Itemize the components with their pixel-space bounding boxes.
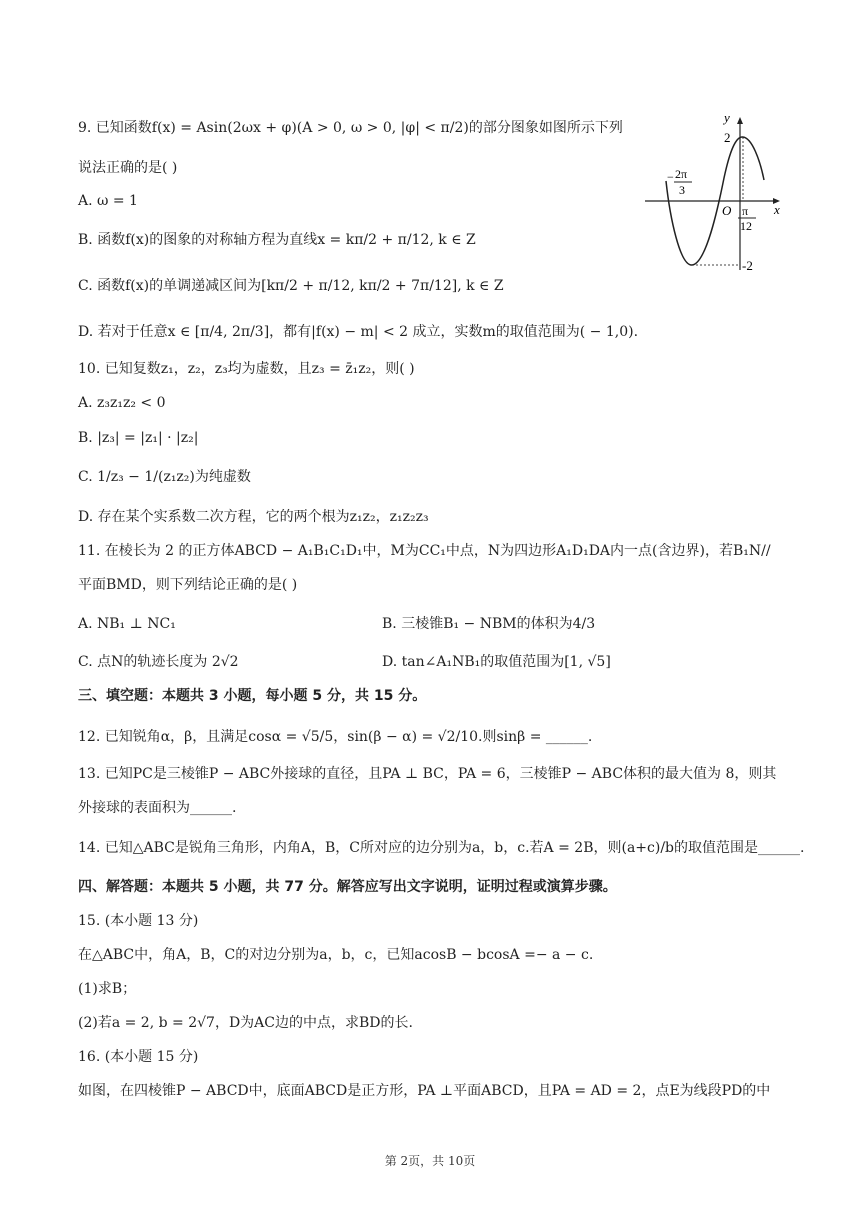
q10-option-c: C. 1/z₃ − 1/(z₁z₂)为纯虚数	[78, 469, 251, 485]
q9-option-b: B. 函数f(x)的图象的对称轴方程为直线x = kπ/2 + π/12, k ∈ Z	[78, 232, 476, 248]
page-footer: 第 2页，共 10页	[384, 1154, 476, 1168]
q15-part1: (1)求B；	[78, 981, 137, 997]
q16-title: 16. (本小题 15 分)	[78, 1049, 199, 1065]
q10-option-b: B. |z₃| = |z₁| · |z₂|	[78, 430, 199, 446]
q9-stem-line1: 9. 已知函数f(x) = Asin(2ωx + φ)(A > 0, ω > 0, |φ| < π/2)的部分图象如图所示下列	[78, 120, 623, 136]
right-root-numerator: π	[742, 204, 749, 218]
sine-graph-figure	[640, 108, 790, 278]
q11-option-d: D. tan∠A₁NB₁的取值范围为[1, √5]	[382, 654, 611, 670]
left-root-numerator: 2π	[675, 167, 688, 181]
q15-title: 15. (本小题 13 分)	[78, 913, 199, 929]
q10-stem: 10. 已知复数z₁，z₂，z₃均为虚数，且z₃ = z̄₁z₂，则( )	[78, 361, 415, 377]
q11-option-c: C. 点N的轨迹长度为 2√2	[78, 654, 239, 670]
q16-stem: 如图，在四棱锥P − ABCD中，底面ABCD是正方形，PA ⊥平面ABCD，且PA = AD = 2，点E为线段PD的中	[78, 1083, 771, 1099]
left-root-denominator: 3	[679, 183, 685, 197]
q12: 12. 已知锐角α，β，且满足cosα = √5/5，sin(β − α) = √2/10.则sinβ = ______.	[78, 729, 593, 745]
q11-option-a: A. NB₁ ⊥ NC₁	[78, 616, 176, 632]
right-root-denominator: 12	[740, 219, 752, 233]
q10-option-d: D. 存在某个实系数二次方程，它的两个根为z₁z₂，z₁z₂z₃	[78, 509, 429, 525]
left-root-minus: −	[667, 170, 674, 184]
min-value-label: -2	[742, 258, 753, 273]
x-axis-label: x	[774, 202, 780, 217]
q15-stem: 在△ABC中，角A，B，C的对边分别为a，b，c，已知acosB − bcosA =− a − c.	[78, 947, 594, 963]
max-value-label: 2	[724, 130, 731, 145]
q13-line2: 外接球的表面积为______.	[78, 800, 237, 816]
q10-option-a: A. z₃z₁z₂ < 0	[78, 395, 166, 411]
section-fill-in-heading: 三、填空题：本题共 3 小题，每小题 5 分，共 15 分。	[78, 688, 427, 704]
q13-line1: 13. 已知PC是三棱锥P − ABC外接球的直径，且PA ⊥ BC，PA = 6，三棱锥P − ABC体积的最大值为 8，则其	[78, 766, 777, 782]
q14: 14. 已知△ABC是锐角三角形，内角A，B，C所对应的边分别为a，b，c.若A = 2B，则(a+c)/b的取值范围是______.	[78, 840, 805, 856]
q9-stem-line2: 说法正确的是( )	[78, 160, 178, 176]
section-solution-heading: 四、解答题：本题共 5 小题，共 77 分。解答应写出文字说明，证明过程或演算步骤。	[78, 879, 617, 895]
q15-part2: (2)若a = 2, b = 2√7，D为AC边的中点，求BD的长.	[78, 1015, 413, 1031]
q11-stem-line2: 平面BMD，则下列结论正确的是( )	[78, 577, 298, 593]
q9-option-d: D. 若对于任意x ∈ [π/4, 2π/3]，都有|f(x) − m| < 2 成立，实数m的取值范围为( − 1,0).	[78, 324, 639, 340]
q11-option-b: B. 三棱锥B₁ − NBM的体积为4/3	[382, 616, 596, 632]
q11-stem-line1: 11. 在棱长为 2 的正方体ABCD − A₁B₁C₁D₁中，M为CC₁中点，N为四边形A₁D₁DA内一点(含边界)，若B₁N//	[78, 543, 771, 559]
y-axis-arrow	[737, 117, 743, 124]
origin-label: O	[722, 203, 732, 218]
y-axis-label: y	[724, 110, 730, 125]
q9-option-c: C. 函数f(x)的单调递减区间为[kπ/2 + π/12, kπ/2 + 7π/12], k ∈ Z	[78, 278, 504, 294]
q9-option-a: A. ω = 1	[78, 193, 138, 209]
